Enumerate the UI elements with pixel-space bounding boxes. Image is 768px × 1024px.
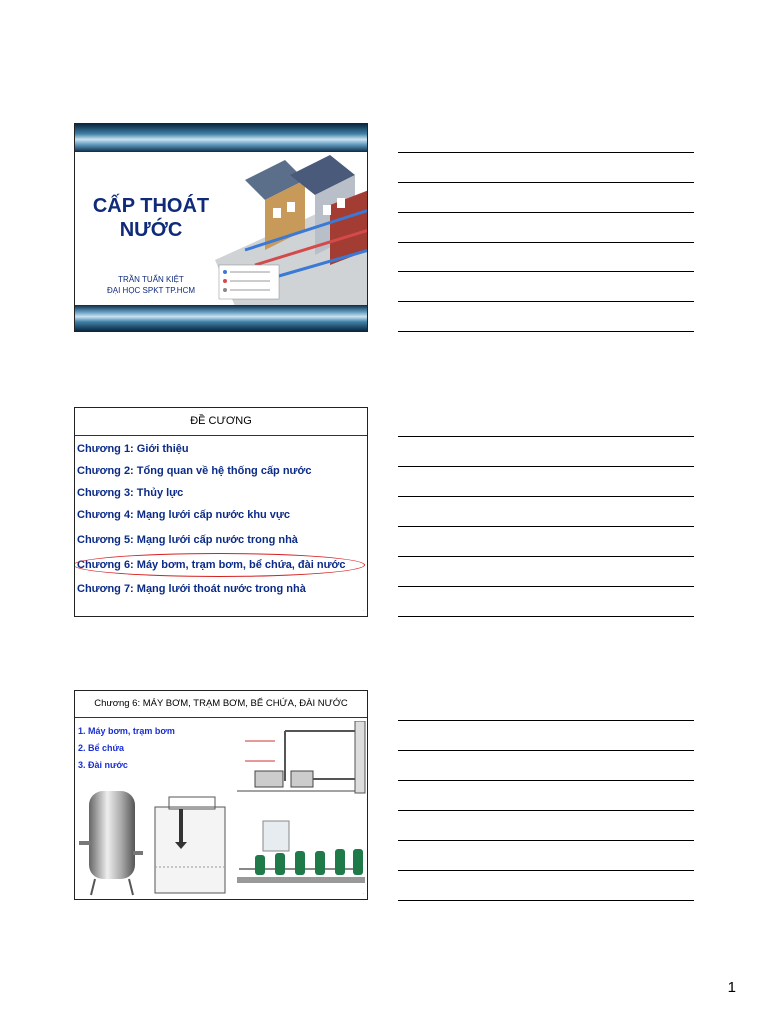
water-banner-bottom <box>75 305 367 331</box>
note-line <box>398 182 694 183</box>
chapter-5: Chương 5: Mạng lưới cấp nước trong nhà <box>77 534 298 546</box>
chapter6-header: Chương 6: MÁY BƠM, TRẠM BƠM, BỂ CHỨA, ĐÀI NƯỚC <box>75 691 367 718</box>
institution: ĐẠI HỌC SPKT TP.HCM <box>106 286 196 295</box>
highlight-ellipse <box>74 553 365 577</box>
house-illustration <box>215 150 368 306</box>
note-line <box>398 212 694 213</box>
note-line <box>398 900 694 901</box>
note-line <box>398 242 694 243</box>
note-line <box>398 780 694 781</box>
page-number: 1 <box>727 979 736 996</box>
slide-2-outline <box>74 407 368 617</box>
slide-1-title <box>74 123 368 332</box>
note-line <box>398 152 694 153</box>
outline-header: ĐỀ CƯƠNG <box>75 408 367 436</box>
slide-page-marker: · <box>362 891 364 897</box>
pressure-tank-image <box>77 781 147 896</box>
note-line <box>398 870 694 871</box>
chapter-7: Chương 7: Mạng lưới thoát nước trong nhà <box>77 583 306 595</box>
note-line <box>398 526 694 527</box>
note-line <box>398 436 694 437</box>
pump-station-image <box>235 819 367 891</box>
note-line <box>398 810 694 811</box>
pump-diagram-image <box>235 721 367 803</box>
title-line-1: CẤP THOÁT <box>92 195 210 217</box>
slide-3-chapter6 <box>74 690 368 900</box>
note-line <box>398 466 694 467</box>
note-line <box>398 271 694 272</box>
author-name: TRẦN TUẤN KIỆT <box>118 275 184 284</box>
chapter-6: Chương 6: Máy bơm, trạm bơm, bể chứa, đài nước <box>77 559 346 571</box>
note-line <box>398 331 694 332</box>
tank-section-sketch <box>151 787 231 897</box>
topic-item-2: 2. Bể chứa <box>78 743 125 753</box>
title-line-2: NƯỚC <box>119 219 183 241</box>
note-line <box>398 556 694 557</box>
note-line <box>398 586 694 587</box>
topic-list <box>78 723 175 774</box>
note-line <box>398 496 694 497</box>
slide-1-title-text <box>75 194 227 242</box>
chapter-3: Chương 3: Thủy lực <box>77 487 184 499</box>
chapter-4: Chương 4: Mạng lưới cấp nước khu vực <box>77 509 291 521</box>
chapter-2: Chương 2: Tổng quan về hệ thống cấp nước <box>77 465 312 477</box>
topic-item-3: 3. Đài nước <box>78 760 128 770</box>
note-line <box>398 301 694 302</box>
note-line <box>398 840 694 841</box>
chapter-1: Chương 1: Giới thiệu <box>77 443 189 455</box>
note-line <box>398 720 694 721</box>
note-line <box>398 616 694 617</box>
note-line <box>398 750 694 751</box>
topic-item-1: 1. Máy bơm, trạm bơm <box>78 726 175 736</box>
slide-page-marker: · <box>362 608 364 614</box>
water-banner-top <box>75 124 367 152</box>
author-block <box>75 274 227 296</box>
